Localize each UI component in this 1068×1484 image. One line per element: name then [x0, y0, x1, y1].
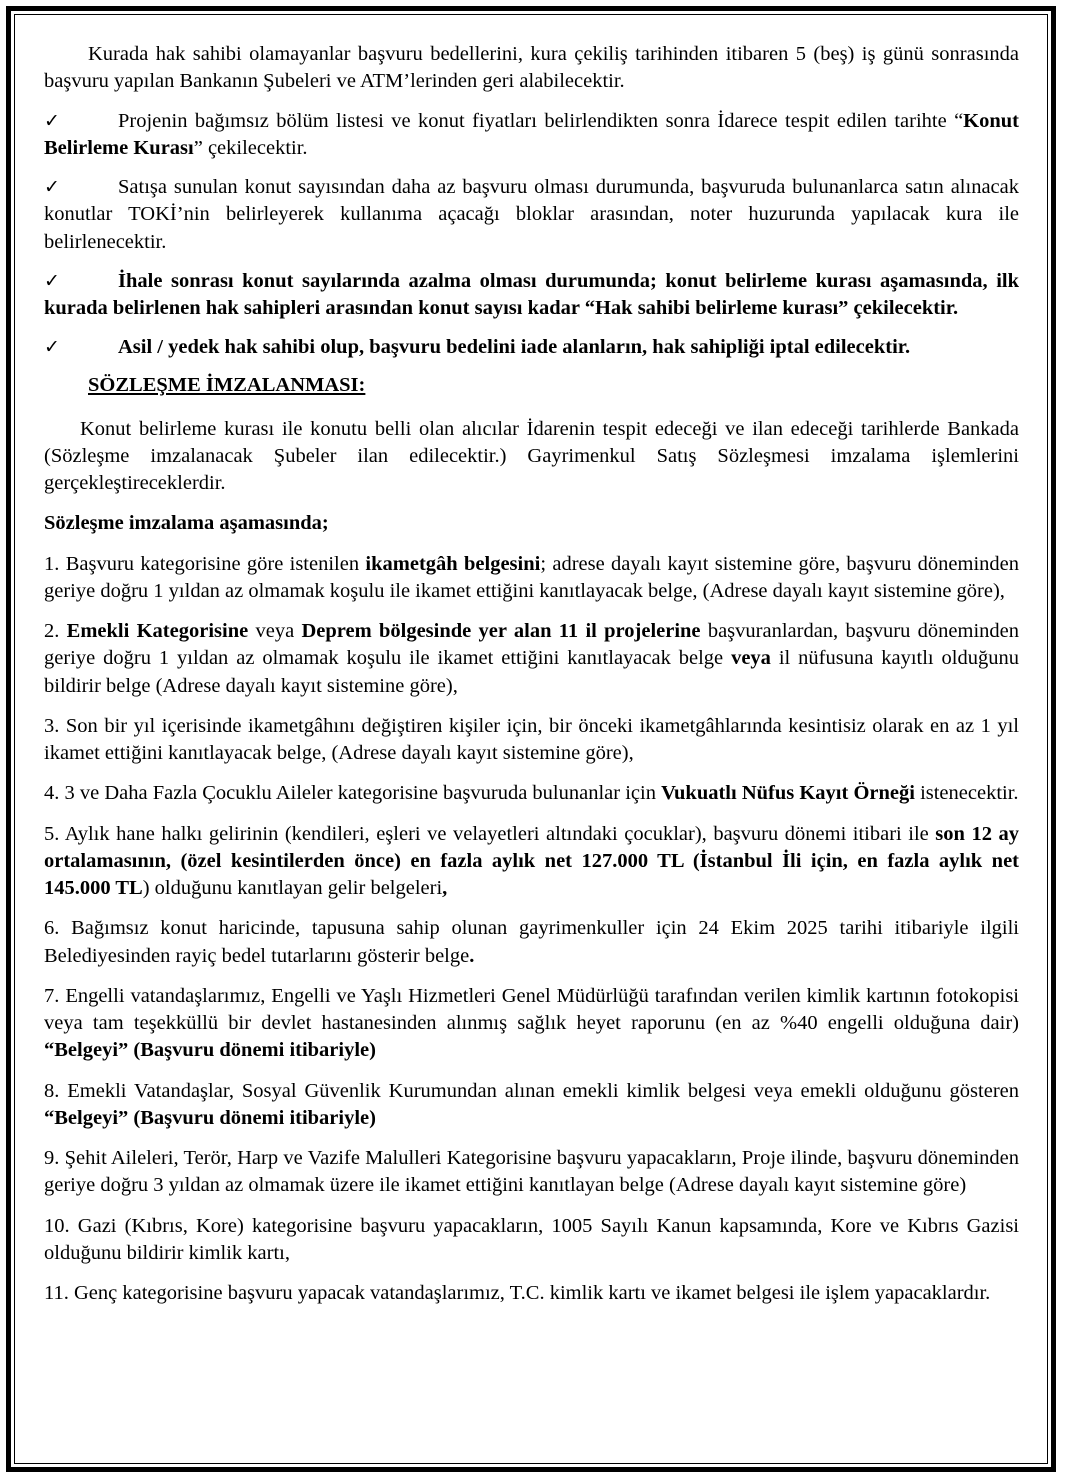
numbered-item [44, 1145, 1019, 1200]
numbered-item [44, 713, 1019, 768]
item-number: 3. [44, 714, 60, 737]
checkmark-icon: ✓ [44, 176, 60, 198]
item-number: 9. [44, 1147, 60, 1169]
text-run: Aylık hane halkı gelirinin (kendileri, eşleri ve velayetleri altındaki çocuklar), başvuru dönemi itibari ile [59, 822, 936, 845]
item-number: 8. [44, 1079, 60, 1102]
numbered-item [44, 618, 1019, 700]
item-number: 6. [44, 917, 60, 940]
bold-text-run: Konut Belirleme Kurası [44, 109, 1019, 159]
bold-text-run: Emekli Kategorisine [66, 620, 249, 642]
bullet-paragraph [44, 174, 1019, 256]
text-run: ) olduğunu kanıtlayan gelir belgeleri [142, 877, 443, 899]
bold-text-run: “Belgeyi” (Başvuru dönemi itibariyle) [44, 1039, 376, 1062]
item-number: 4. [44, 782, 60, 805]
numbered-item [44, 983, 1019, 1065]
checkmark-icon: ✓ [44, 269, 60, 292]
text-run: Şehit Aileleri, Terör, Harp ve Vazife Malulleri Kategorisine başvuru yapacakların, Proje ilinde, başvuru döneminden geriye doğru 3 yıldan az olmamak üzere ile ikamet ettiğini kanıtlayan belge (Adrese dayalı kayıt sistemine göre) [44, 1147, 1019, 1197]
text-run: Satışa sunulan konut sayısından daha az başvuru olması durumunda, başvuruda bulunanlarca satın alınacak konutlar TOKİ’nin belirleyerek kullanıma açacağı bloklar arasından, noter huzurunda yapılacak kura ile belirlenecektir. [44, 176, 1019, 253]
item-number: 2. [44, 620, 60, 642]
bold-text-run: Vukuatlı Nüfus Kayıt Örneği [661, 782, 915, 805]
text-run: Son bir yıl içerisinde ikametgâhını değiştiren kişiler için, bir önceki ikametgâhlarında kesintisiz olarak en az 1 yıl ikamet ettiğini kanıtlayacak belge, (Adrese dayalı kayıt sistemine göre), [44, 714, 1019, 764]
numbered-item [44, 821, 1019, 903]
checkmark-icon: ✓ [44, 336, 60, 359]
document-body [15, 15, 1047, 1307]
text-run: istenecektir. [914, 782, 1019, 805]
section-heading: SÖZLEŞME İMZALANMASI: [88, 373, 366, 396]
bold-text-run: Asil / yedek hak sahibi olup, başvuru bedelini iade alanların, hak sahipliği iptal edilecektir. [118, 336, 911, 359]
text-run [59, 620, 66, 642]
bold-text-run: ikametgâh belgesini [365, 552, 541, 575]
section-paragraph: Konut belirleme kurası ile konutu belli olan alıcılar İdarenin tespit edeceği ve ilan edeceği tarihlerde Bankada (Sözleşme imzalanacak Şubeler ilan edilecektir.) Gayrimenkul Satış Sözleşmesi imzalama işlemlerini gerçekleştireceklerdir. [44, 417, 1019, 494]
item-number: 1. [44, 552, 60, 575]
bold-text-run: son 12 ay ortalamasının, (özel kesintilerden önce) en fazla aylık net 127.000 TL (İstanbul İli için, en fazla aylık net 145.000 TL [44, 822, 1019, 899]
text-run: Bağımsız konut haricinde, tapusuna sahip olunan gayrimenkuller için 24 Ekim 2025 tarihi itibariyle ilgili Belediyesinden rayiç bedel tutarlarını gösterir belge [44, 917, 1019, 967]
text-run: veya [248, 620, 302, 642]
bullet-paragraph [44, 108, 1019, 163]
text-run: ” çekilecektir. [193, 136, 308, 159]
page-inner-frame [14, 14, 1048, 1464]
numbered-item [44, 915, 1019, 970]
text-run: Projenin bağımsız bölüm listesi ve konut fiyatları belirlendikten sonra İdarece tespit edilen tarihte “ [118, 109, 964, 132]
bold-text-run: Deprem bölgesinde yer alan 11 il projelerine [301, 620, 701, 642]
checkmark-icon: ✓ [44, 109, 60, 132]
text-run: Emekli Vatandaşlar, Sosyal Güvenlik Kurumundan alınan emekli kimlik belgesi veya emekli olduğunu gösteren [59, 1079, 1019, 1102]
bold-text-run: İhale sonrası konut sayılarında azalma olması durumunda; konut belirleme kurası aşamasında, ilk kurada belirlenen hak sahipleri arasından konut sayısı kadar “Hak sahibi belirleme kurası” çekilecektir. [44, 269, 1019, 319]
text-run: il nüfusuna kayıtlı olduğunu bildirir belge (Adrese dayalı kayıt sistemine göre), [44, 647, 1019, 697]
list-label: Sözleşme imzalama aşamasında; [44, 512, 329, 535]
text-run: ; adrese dayalı kayıt sistemine göre, başvuru döneminden geriye doğru 1 yıldan az olmamak koşulu ile ikamet ettiğini kanıtlayacak belge, (Adrese dayalı kayıt sistemine göre), [44, 552, 1019, 602]
bold-text-run: . [469, 944, 475, 967]
item-number: 5. [44, 822, 60, 845]
item-number: 11. [44, 1282, 69, 1304]
text-run: başvuranlardan, başvuru döneminden geriye doğru 1 yıldan az olmamak koşulu ile ikamet ettiğini kanıtlayacak belge [44, 620, 1020, 670]
section-heading-wrap [44, 374, 1019, 406]
numbered-item [44, 1213, 1019, 1268]
bold-text-run: veya [731, 647, 771, 670]
bullet-paragraph [44, 334, 1019, 361]
bold-text-run: “Belgeyi” (Başvuru dönemi itibariyle) [44, 1106, 376, 1129]
numbered-item [44, 551, 1019, 606]
text-run: Gazi (Kıbrıs, Kore) kategorisine başvuru yapacakların, 1005 Sayılı Kanun kapsamında, Kore ve Kıbrıs Gazisi olduğunu bildirir kimlik kartı, [44, 1214, 1019, 1264]
bullet-paragraph [44, 268, 1019, 323]
numbered-item [44, 780, 1019, 807]
text-run: Başvuru kategorisine göre istenilen [59, 552, 366, 575]
text-run: Engelli vatandaşlarımız, Engelli ve Yaşlı Hizmetleri Genel Müdürlüğü tarafından verilen kimlik kartının fotokopisi veya tam teşekküllü bir devlet hastanesinden alınmış sağlık heyet raporunu (en az %40 engelli olduğuna dair) [44, 984, 1019, 1034]
numbered-item [44, 1280, 1019, 1307]
text-run: Genç kategorisine başvuru yapacak vatandaşlarımız, T.C. kimlik kartı ve ikamet belgesi ile işlem yapacaklardır. [68, 1282, 991, 1304]
numbered-item [44, 1078, 1019, 1133]
page-border-frame [6, 6, 1056, 1472]
numbered-requirements-list [44, 551, 1019, 1308]
checkmark-bullet-list [44, 108, 1019, 362]
item-number: 10. [44, 1214, 70, 1237]
text-run: 3 ve Daha Fazla Çocuklu Aileler kategorisine başvuruda bulunanlar için [59, 782, 662, 805]
bold-text-run: , [442, 877, 448, 899]
intro-paragraph: Kurada hak sahibi olamayanlar başvuru bedellerini, kura çekiliş tarihinden itibaren 5 (beş) iş günü sonrasında başvuru yapılan Bankanın Şubeleri ve ATM’lerinden geri alabilecektir. [44, 43, 1019, 93]
item-number: 7. [44, 984, 60, 1007]
